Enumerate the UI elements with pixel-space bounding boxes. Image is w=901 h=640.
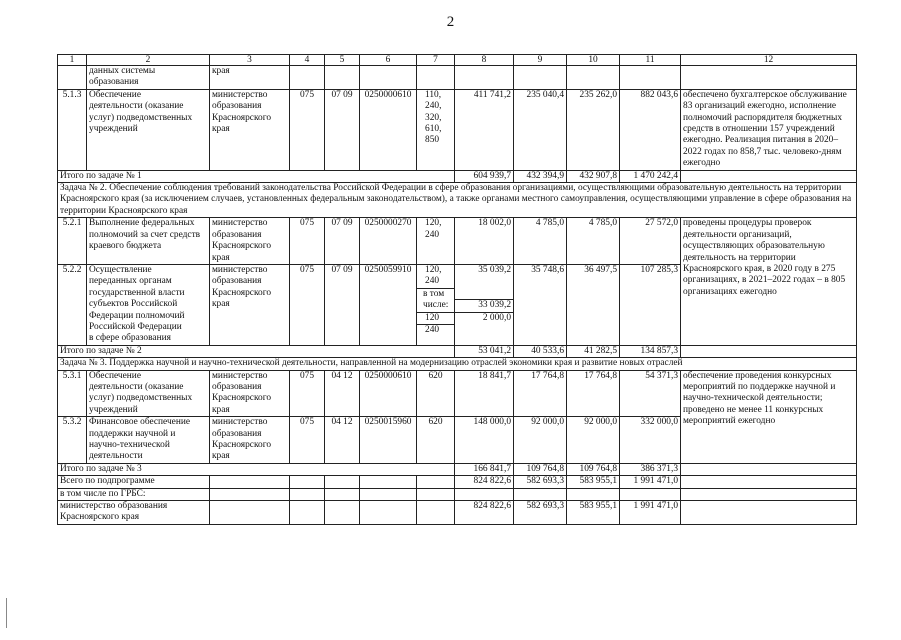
value-2020-cell — [455, 264, 514, 345]
value-2022: 4 785,0 — [567, 218, 620, 265]
value-total: 332 000,0 — [620, 417, 681, 464]
value-2020: 166 841,7 — [455, 463, 514, 475]
grbs-code: 075 — [290, 370, 325, 417]
col-header: 6 — [360, 55, 417, 66]
table-row-5-1-3 — [58, 89, 857, 170]
value-2020-a: 33 039,2 — [455, 299, 513, 311]
total-label: министерство образования Красноярского края — [58, 501, 210, 525]
col-header: 9 — [514, 55, 567, 66]
value-total: 1 991 471,0 — [620, 501, 681, 525]
continuation-row — [58, 66, 857, 90]
total-label: Итого по задаче № 2 — [58, 345, 455, 357]
grbs-name: министерство образования Красноярского края — [210, 89, 290, 170]
col-header: 12 — [681, 55, 857, 66]
value-2022: 583 955,1 — [567, 476, 620, 488]
row-number: 5.1.3 — [58, 89, 87, 170]
value-2022: 235 262,0 — [567, 89, 620, 170]
value-2021: 17 764,8 — [514, 370, 567, 417]
col-header: 4 — [290, 55, 325, 66]
col-header: 8 — [455, 55, 514, 66]
section-code: 07 09 — [325, 264, 360, 345]
section-code: 04 12 — [325, 370, 360, 417]
expense-type: 120, 240 — [425, 264, 442, 287]
grbs-name: министерство образования Красноярского края — [210, 264, 290, 345]
expense-type: 120, 240 — [417, 218, 455, 265]
value-total: 134 857,3 — [620, 345, 681, 357]
scan-margin-line — [6, 598, 7, 628]
value-2021: 109 764,8 — [514, 463, 567, 475]
value-2020-b: 2 000,0 — [455, 312, 513, 324]
activity-name: данных системы образования — [87, 66, 210, 90]
value-2020: 148 000,0 — [455, 417, 514, 464]
row-number: 5.2.1 — [58, 218, 87, 265]
target-code: 0250015960 — [360, 417, 417, 464]
value-2021: 582 693,3 — [514, 501, 567, 525]
value-2021: 4 785,0 — [514, 218, 567, 265]
activity-name: Обеспечение деятельности (оказание услуг) подведомственных учреждений — [87, 89, 210, 170]
value-2021: 432 394,9 — [514, 170, 567, 182]
col-header: 3 — [210, 55, 290, 66]
value-2021: 35 748,6 — [514, 264, 567, 345]
total-label: в том числе по ГРБС: — [58, 488, 210, 500]
col-header: 5 — [325, 55, 360, 66]
value-total: 882 043,6 — [620, 89, 681, 170]
col-header: 7 — [417, 55, 455, 66]
including-grbs-row — [58, 488, 857, 500]
value-2022: 109 764,8 — [567, 463, 620, 475]
value-total: 1 470 242,4 — [620, 170, 681, 182]
target-code: 0250000610 — [360, 370, 417, 417]
grbs-code: 075 — [290, 264, 325, 345]
activity-name: Финансовое обеспечение поддержки научной и научно-технической деятельности — [87, 417, 210, 464]
value-2022: 36 497,5 — [567, 264, 620, 345]
total-subprogram-row — [58, 476, 857, 488]
grbs-code: 075 — [290, 218, 325, 265]
target-code: 0250000610 — [360, 89, 417, 170]
value-2020: 35 039,2 — [478, 264, 511, 275]
task-heading: Задача № 2. Обеспечение соблюдения требований законодательства Российской Федерации в сфере образования организациями, осуществляющими образовательную деятельность на территории Красноярского края (за исключением случаев, установленных федеральным законодательством), а также органами местного самоуправления, осуществляющими управление в сфере образования на территории Красноярского края — [58, 183, 857, 218]
row-number: 5.3.2 — [58, 417, 87, 464]
expense-type-b: 240 — [417, 324, 454, 336]
table-row-5-3-1 — [58, 370, 857, 417]
grbs-name: министерство образования Красноярского края — [210, 218, 290, 265]
target-code: 0250000270 — [360, 218, 417, 265]
value-total: 107 285,3 — [620, 264, 681, 345]
value-2021: 582 693,3 — [514, 476, 567, 488]
expense-type-cell — [417, 264, 455, 345]
row-number: 5.3.1 — [58, 370, 87, 417]
expense-type-including: в том числе: — [417, 288, 454, 312]
col-header: 10 — [567, 55, 620, 66]
grbs-name: края — [210, 66, 290, 90]
expected-result: обеспечение проведения конкурсных мероприятий по поддержке научной и научно-технической деятельности; проведено не менее 11 конкурсных мероприятий ежегодно — [681, 370, 857, 463]
value-total: 386 371,3 — [620, 463, 681, 475]
section-code: 07 09 — [325, 218, 360, 265]
grbs-code: 075 — [290, 417, 325, 464]
grbs-name: министерство образования Красноярского края — [210, 370, 290, 417]
total-label: Итого по задаче № 3 — [58, 463, 455, 475]
value-2022: 92 000,0 — [567, 417, 620, 464]
grbs-code: 075 — [290, 89, 325, 170]
value-total: 27 572,0 — [620, 218, 681, 265]
total-label: Итого по задаче № 1 — [58, 170, 455, 182]
expense-type-a: 120 — [417, 312, 454, 324]
value-total: 54 371,3 — [620, 370, 681, 417]
total-task-3-row — [58, 463, 857, 475]
ministry-total-row — [58, 501, 857, 525]
value-2020: 18 002,0 — [455, 218, 514, 265]
value-2021: 40 533,6 — [514, 345, 567, 357]
activity-name: Обеспечение деятельности (оказание услуг) подведомственных учреждений — [87, 370, 210, 417]
grbs-name: министерство образования Красноярского края — [210, 417, 290, 464]
budget-table — [57, 54, 857, 525]
task-heading: Задача № 3. Поддержка научной и научно-технической деятельности, направленной на модернизацию отраслей экономики края и развитие новых отраслей — [58, 358, 857, 370]
value-2020: 411 741,2 — [455, 89, 514, 170]
col-header: 1 — [58, 55, 87, 66]
section-code: 07 09 — [325, 89, 360, 170]
value-2022: 17 764,8 — [567, 370, 620, 417]
value-2022: 583 955,1 — [567, 501, 620, 525]
value-2020: 18 841,7 — [455, 370, 514, 417]
value-2020: 604 939,7 — [455, 170, 514, 182]
expected-result: проведены процедуры проверок деятельности организаций, осуществляющих образовательную деятельность на территории Красноярского края, в 2020 году в 275 организациях, в 2021–2022 годах – в 805 организациях ежегодно — [681, 218, 857, 345]
expected-result: обеспечено бухгалтерское обслуживание 83 организаций ежегодно, исполнение полномочий распорядителя бюджетных средств в отношении 157 учреждений ежегодно. Реализация питания в 2020–2022 годах по 858,7 тыс. человеко-дням ежегодно — [681, 89, 857, 170]
value-total: 1 991 471,0 — [620, 476, 681, 488]
activity-name: Выполнение федеральных полномочий за счет средств краевого бюджета — [87, 218, 210, 265]
expense-type: 110, 240, 320, 610, 850 — [417, 89, 455, 170]
total-task-2-row — [58, 345, 857, 357]
target-code: 0250059910 — [360, 264, 417, 345]
page-number: 2 — [446, 14, 455, 30]
value-2021: 235 040,4 — [514, 89, 567, 170]
expense-type: 620 — [417, 417, 455, 464]
activity-name: Осуществление переданных органам государственной власти субъектов Российской Федерации полномочий Российской Федерации в сфере образования — [87, 264, 210, 345]
row-number: 5.2.2 — [58, 264, 87, 345]
column-number-row — [58, 55, 857, 66]
section-code: 04 12 — [325, 417, 360, 464]
total-task-1-row — [58, 170, 857, 182]
task-2-heading-row — [58, 183, 857, 218]
col-header: 2 — [87, 55, 210, 66]
total-label: Всего по подпрограмме — [58, 476, 210, 488]
value-2020: 824 822,6 — [455, 476, 514, 488]
table-row-5-2-1 — [58, 218, 857, 265]
value-2022: 41 282,5 — [567, 345, 620, 357]
col-header: 11 — [620, 55, 681, 66]
task-3-heading-row — [58, 358, 857, 370]
value-2020: 824 822,6 — [455, 501, 514, 525]
value-2022: 432 907,8 — [567, 170, 620, 182]
value-2021: 92 000,0 — [514, 417, 567, 464]
expense-type: 620 — [417, 370, 455, 417]
value-2020: 53 041,2 — [455, 345, 514, 357]
